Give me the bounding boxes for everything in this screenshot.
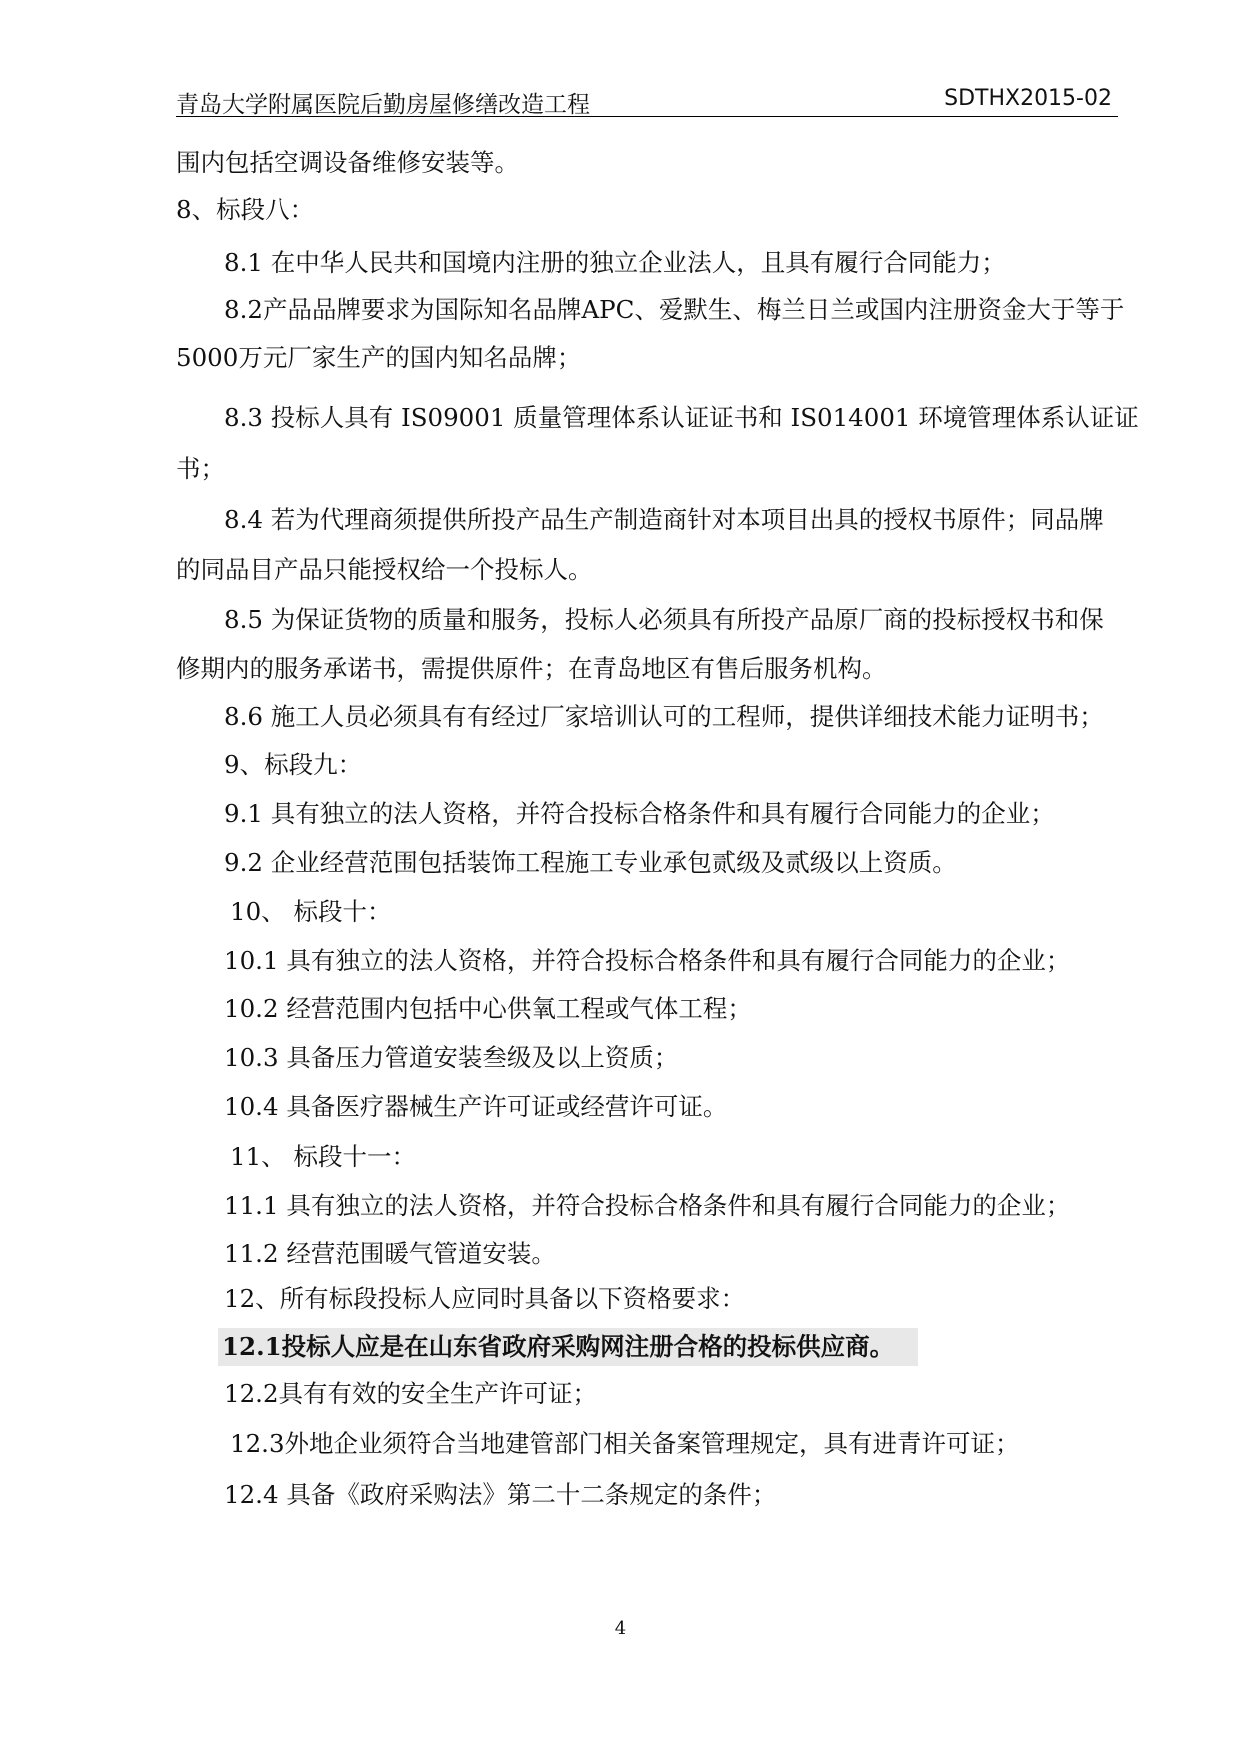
paragraph-line: 9.1 具有独立的法人资格，并符合投标合格条件和具有履行合同能力的企业； (224, 799, 1055, 828)
header-title: 青岛大学附属医院后勤房屋修缮改造工程 (176, 92, 590, 118)
header-code: SDTHX2015-02 (944, 86, 1112, 111)
paragraph-line: 书； (176, 454, 225, 483)
paragraph-line: 围内包括空调设备维修安装等。 (176, 148, 519, 177)
paragraph-line: 10.2 经营范围内包括中心供氧工程或气体工程； (224, 994, 752, 1023)
paragraph-line: 5000万元厂家生产的国内知名品牌； (176, 343, 582, 372)
paragraph-line: 8.4 若为代理商须提供所投产品生产制造商针对本项目出具的授权书原件；同品牌 (224, 505, 1104, 534)
highlighted-requirement: 12.1投标人应是在山东省政府采购网注册合格的投标供应商。 (218, 1328, 918, 1366)
section-heading: 10、 标段十： (230, 897, 392, 926)
paragraph-line: 12.4 具备《政府采购法》第二十二条规定的条件； (224, 1480, 777, 1509)
paragraph-line: 8.2产品品牌要求为国际知名品牌APC、爱默生、梅兰日兰或国内注册资金大于等于 (224, 295, 1125, 324)
section-heading: 8、标段八： (176, 195, 315, 224)
section-heading: 11、 标段十一： (230, 1142, 416, 1171)
page-header (176, 82, 1118, 117)
paragraph-line: 的同品目产品只能授权给一个投标人。 (176, 555, 593, 584)
section-heading: 9、标段九： (224, 750, 363, 779)
paragraph-line: 8.5 为保证货物的质量和服务，投标人必须具有所投产品原厂商的投标授权书和保 (224, 605, 1104, 634)
paragraph-line: 10.1 具有独立的法人资格，并符合投标合格条件和具有履行合同能力的企业； (224, 946, 1071, 975)
paragraph-line: 12.3外地企业须符合当地建管部门相关备案管理规定，具有进青许可证； (230, 1429, 1020, 1458)
paragraph-line: 9.2 企业经营范围包括装饰工程施工专业承包贰级及贰级以上资质。 (224, 848, 957, 877)
page-number: 4 (614, 1618, 627, 1639)
paragraph-line: 10.4 具备医疗器械生产许可证或经营许可证。 (224, 1092, 728, 1121)
paragraph-line: 修期内的服务承诺书，需提供原件；在青岛地区有售后服务机构。 (176, 654, 887, 683)
paragraph-line: 12.2具有有效的安全生产许可证； (224, 1379, 598, 1408)
paragraph-line: 11.2 经营范围暖气管道安装。 (224, 1239, 556, 1268)
paragraph-line: 8.3 投标人具有 IS09001 质量管理体系认证证书和 IS014001 环境管理体系认证证 (224, 403, 1139, 432)
paragraph-line: 8.1 在中华人民共和国境内注册的独立企业法人，且具有履行合同能力； (224, 248, 1006, 277)
section-heading: 12、所有标段投标人应同时具备以下资格要求： (224, 1284, 746, 1313)
paragraph-line: 10.3 具备压力管道安装叁级及以上资质； (224, 1043, 679, 1072)
paragraph-line: 8.6 施工人员必须具有有经过厂家培训认可的工程师，提供详细技术能力证明书； (224, 702, 1104, 731)
paragraph-line: 11.1 具有独立的法人资格，并符合投标合格条件和具有履行合同能力的企业； (224, 1191, 1071, 1220)
